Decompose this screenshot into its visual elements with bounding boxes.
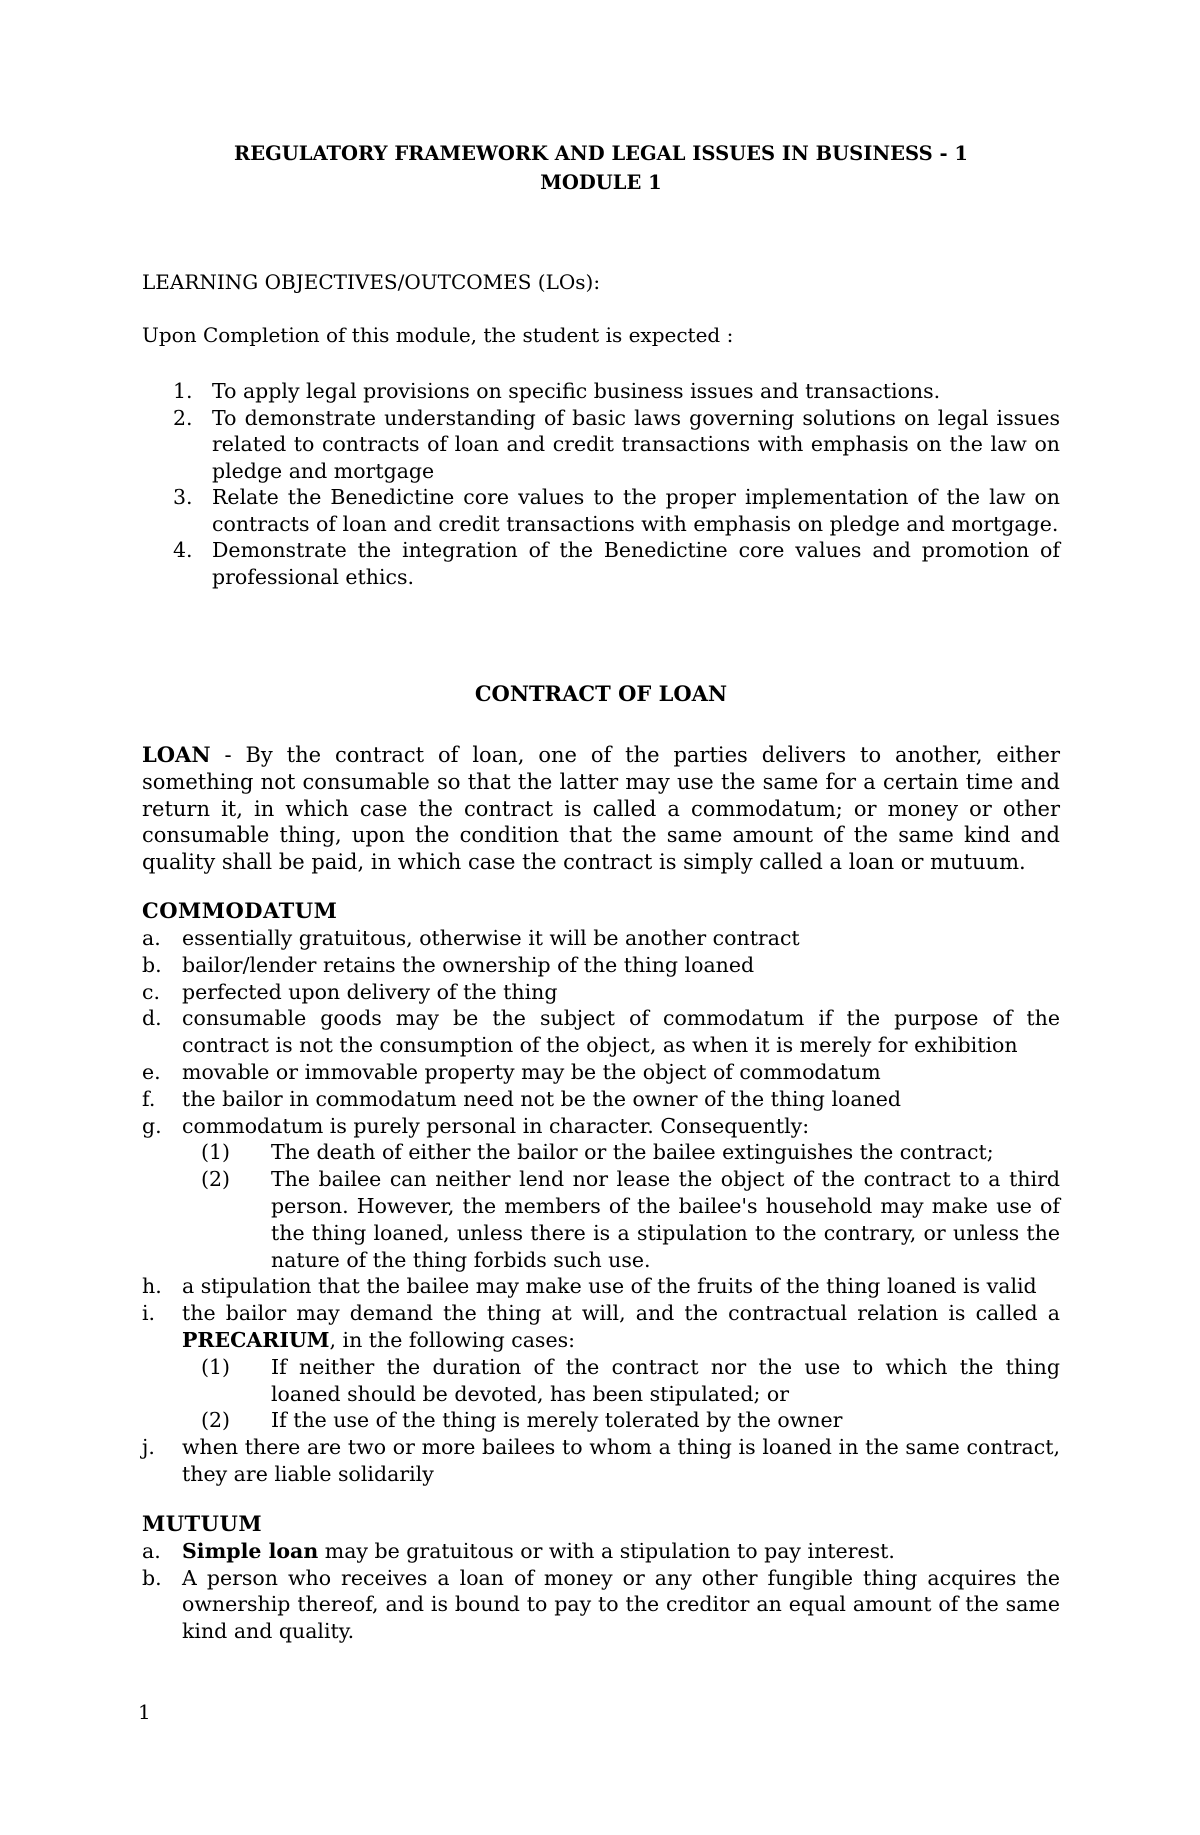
list-item <box>142 1300 1060 1434</box>
item-number: 4. <box>173 538 193 562</box>
section-title-contract-of-loan: CONTRACT OF LOAN <box>474 681 728 706</box>
item-letter: j. <box>142 1435 155 1460</box>
item-text: A person who receives a loan of money or any other fungible thing acquires the ownership thereof, and is bound to pay to the creditor an equal amount of the same kind and quality. <box>182 1565 1060 1644</box>
item-text: To demonstrate understanding of basic laws governing solutions on legal issues related to contracts of loan and credit transactions with emphasis on the law on pledge and mortgage <box>212 405 1060 483</box>
list-item <box>142 952 1060 979</box>
list-item <box>142 979 1060 1006</box>
item-letter: b. <box>142 952 162 977</box>
list-item <box>142 405 1060 485</box>
item-text-after: , in the following cases: <box>329 1327 576 1352</box>
item-text: bailor/lender retains the ownership of the thing loaned <box>182 952 755 977</box>
loan-definition-text: - By the contract of loan, one of the parties delivers to another, either something not consumable so that the latter may use the same for a certain time and return it, in which case the contract is called a commodatum; or money or other consumable thing, upon the condition that the same amount of the same kind and quality shall be paid, in which case the contract is simply called a loan or mutuum. <box>142 743 1060 875</box>
list-item <box>142 1434 1060 1488</box>
list-item <box>142 537 1060 590</box>
item-letter: i. <box>142 1301 156 1326</box>
mutuum-list <box>142 1538 1060 1645</box>
commodatum-list <box>142 925 1060 1488</box>
loan-term: LOAN <box>142 742 211 767</box>
sub-item-text: If the use of the thing is merely tolerated by the owner <box>271 1408 843 1433</box>
item-number: 1. <box>173 379 193 403</box>
item-text: Demonstrate the integration of the Benedictine core values and promotion of professional ethics. <box>212 538 1060 589</box>
item-text: a stipulation that the bailee may make use of the fruits of the thing loaned is valid <box>182 1274 1037 1299</box>
title-line-2: MODULE 1 <box>540 171 662 194</box>
item-letter: b. <box>142 1565 162 1590</box>
simple-loan-term: Simple loan <box>182 1538 319 1563</box>
sub-item-number: (2) <box>201 1408 231 1433</box>
item-number: 2. <box>173 405 193 430</box>
list-item <box>142 1113 1060 1274</box>
item-text: consumable goods may be the subject of commodatum if the purpose of the contract is not the consumption of the object, as when it is merely for exhibition <box>182 1006 1060 1058</box>
sub-list-item <box>201 1139 1060 1166</box>
list-item <box>142 1273 1060 1300</box>
page-number: 1 <box>138 1700 151 1724</box>
item-text: may be gratuitous or with a stipulation to pay interest. <box>318 1538 895 1563</box>
item-number: 3. <box>173 485 193 509</box>
sub-list-item <box>201 1407 1060 1434</box>
item-letter: f. <box>142 1086 156 1111</box>
list-item <box>142 1086 1060 1113</box>
item-text: commodatum is purely personal in character. Consequently: <box>182 1113 810 1138</box>
commodatum-i-sublist <box>182 1354 1060 1434</box>
item-text: Relate the Benedictine core values to the proper implementation of the law on contracts of loan and credit transactions with emphasis on pledge and mortgage. <box>212 485 1060 536</box>
item-text-before: the bailor may demand the thing at will, and the contractual relation is called a <box>182 1301 1060 1326</box>
sub-item-text: If neither the duration of the contract nor the use to which the thing loaned should be devoted, has been stipulated; or <box>271 1354 1060 1406</box>
list-item <box>142 484 1060 537</box>
list-item <box>142 1538 1060 1565</box>
item-letter: a. <box>142 1538 161 1563</box>
page-content <box>142 139 1060 1645</box>
commodatum-g-sublist <box>182 1139 1060 1273</box>
item-text: essentially gratuitous, otherwise it will be another contract <box>182 925 800 950</box>
sub-list-item <box>201 1166 1060 1273</box>
document-title <box>142 139 1060 197</box>
item-letter: c. <box>142 979 160 1004</box>
item-text: the bailor in commodatum need not be the owner of the thing loaned <box>182 1086 902 1111</box>
item-letter: g. <box>142 1113 162 1138</box>
list-item <box>142 378 1060 405</box>
objectives-heading: LEARNING OBJECTIVES/OUTCOMES (LOs): <box>142 270 601 294</box>
loan-definition <box>142 742 1060 876</box>
sub-list-item <box>201 1354 1060 1408</box>
item-letter: d. <box>142 1006 162 1031</box>
item-letter: a. <box>142 925 161 950</box>
sub-item-number: (2) <box>201 1167 231 1192</box>
sub-item-number: (1) <box>201 1354 231 1379</box>
precarium-term: PRECARIUM <box>182 1327 330 1352</box>
item-text: when there are two or more bailees to whom a thing is loaned in the same contract, they are liable solidarily <box>182 1435 1060 1486</box>
sub-item-text: The bailee can neither lend nor lease the object of the contract to a third person. However, the members of the bailee's household may make use of the thing loaned, unless there is a stipulation to the contrary, or unless the nature of the thing forbids such use. <box>271 1167 1060 1272</box>
item-text: To apply legal provisions on specific business issues and transactions. <box>212 379 941 403</box>
objectives-list <box>142 378 1060 590</box>
sub-item-number: (1) <box>201 1140 231 1165</box>
mutuum-heading: MUTUUM <box>142 1510 263 1536</box>
objectives-intro: Upon Completion of this module, the student is expected : <box>142 323 734 347</box>
list-item <box>142 1565 1060 1645</box>
item-letter: h. <box>142 1274 162 1299</box>
list-item <box>142 1005 1060 1059</box>
item-text: movable or immovable property may be the object of commodatum <box>182 1059 881 1084</box>
commodatum-heading: COMMODATUM <box>142 897 338 923</box>
list-item <box>142 1059 1060 1086</box>
list-item <box>142 925 1060 952</box>
item-letter: e. <box>142 1059 161 1084</box>
sub-item-text: The death of either the bailor or the bailee extinguishes the contract; <box>271 1140 994 1165</box>
item-text: perfected upon delivery of the thing <box>182 979 558 1004</box>
title-line-1: REGULATORY FRAMEWORK AND LEGAL ISSUES IN BUSINESS - 1 <box>234 142 968 165</box>
